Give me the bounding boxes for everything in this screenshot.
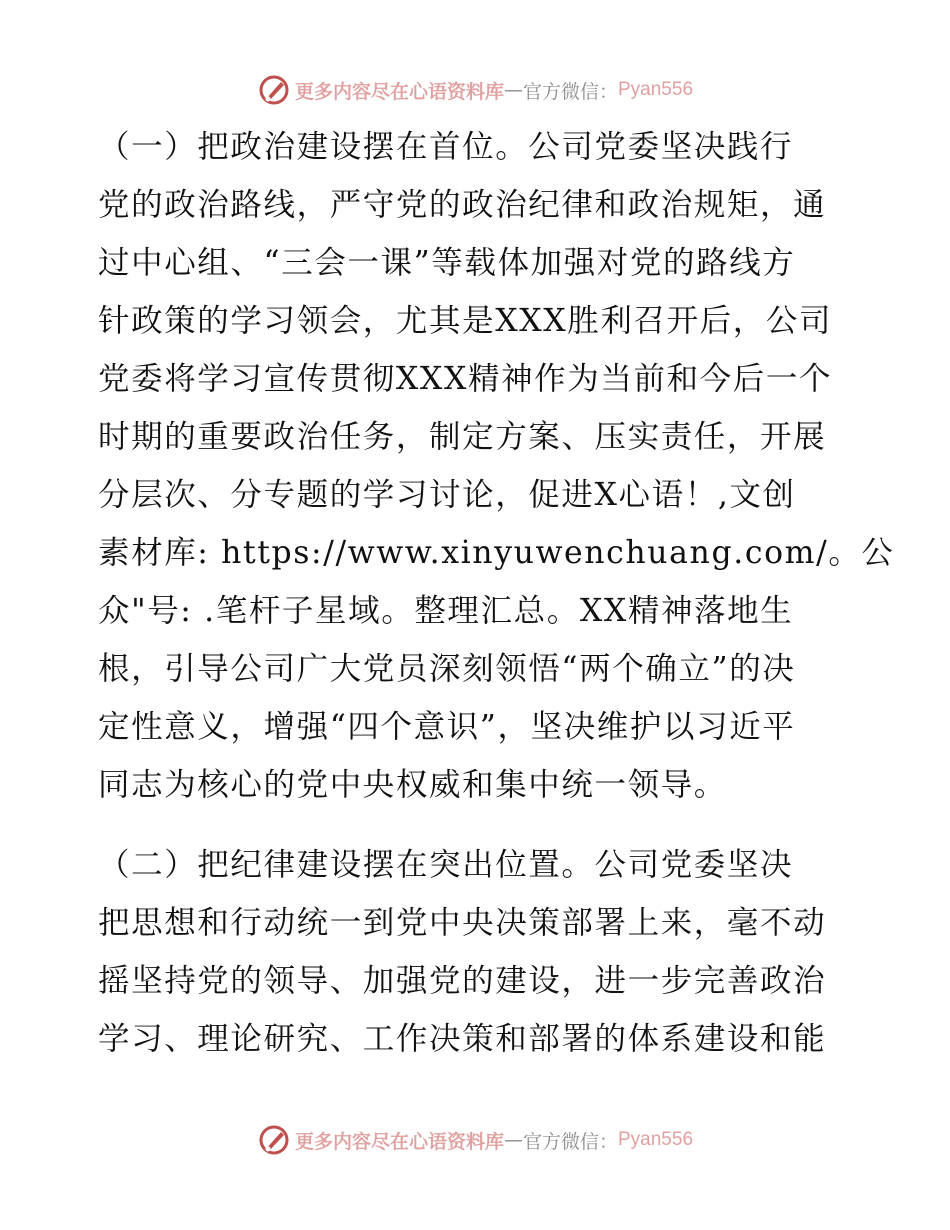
watermark-dash: —: [503, 1129, 523, 1151]
text-line: 分层次、分专题的学习讨论，促进X心语！,文创: [98, 477, 796, 513]
text-line: 党的政治路线，严守党的政治纪律和政治规矩，通: [98, 187, 827, 223]
text-line: 定性意义，增强“四个意识”，坚决维护以习近平: [98, 709, 796, 745]
watermark-account: Pyan556: [618, 79, 694, 100]
text-line: 摇坚持党的领导、加强党的建设，进一步完善政治: [98, 963, 827, 999]
text-line: 素材库: https://www.xinyuwenchuang.com/。公: [98, 535, 895, 571]
text-line: 针政策的学习领会，尤其是XXX胜利召开后，公司: [98, 303, 833, 339]
watermark-account: Pyan556: [618, 1129, 694, 1150]
text-line: 同志为核心的党中央权威和集中统一领导。: [98, 767, 727, 803]
text-line: 过中心组、“三会一课”等载体加强对党的路线方: [98, 245, 796, 281]
text-line: 时期的重要政治任务，制定方案、压实责任，开展: [98, 419, 827, 455]
watermark-contact-label: 官方微信：: [522, 80, 618, 103]
text-line: 党委将学习宣传贯彻XXX精神作为当前和今后一个: [98, 361, 833, 397]
document-body: [98, 118, 895, 1068]
text-line: 把思想和行动统一到党中央决策部署上来，毫不动: [98, 905, 827, 941]
pen-logo-icon: [257, 73, 291, 107]
paragraph-1: [98, 118, 895, 814]
text-line: 众"号: .笔杆子星域。整理汇总。XX精神落地生: [98, 593, 794, 629]
paragraph-spacer: [98, 814, 858, 836]
watermark-footer: [0, 1120, 950, 1160]
watermark-brand: 更多内容尽在心语资料库: [294, 80, 504, 103]
watermark-dash: —: [503, 79, 523, 101]
watermark-contact-label: 官方微信：: [522, 1130, 618, 1153]
text-line: （二）把纪律建设摆在突出位置。公司党委坚决: [98, 847, 794, 883]
text-line: 学习、理论研究、工作决策和部署的体系建设和能: [98, 1021, 827, 1057]
watermark-brand: 更多内容尽在心语资料库: [294, 1130, 504, 1153]
pen-logo-icon: [257, 1123, 291, 1157]
text-line: 根，引导公司广大党员深刻领悟“两个确立”的决: [98, 651, 796, 687]
text-line: （一）把政治建设摆在首位。公司党委坚决践行: [98, 129, 794, 165]
watermark-header: [0, 70, 950, 110]
paragraph-2: [98, 836, 858, 1068]
